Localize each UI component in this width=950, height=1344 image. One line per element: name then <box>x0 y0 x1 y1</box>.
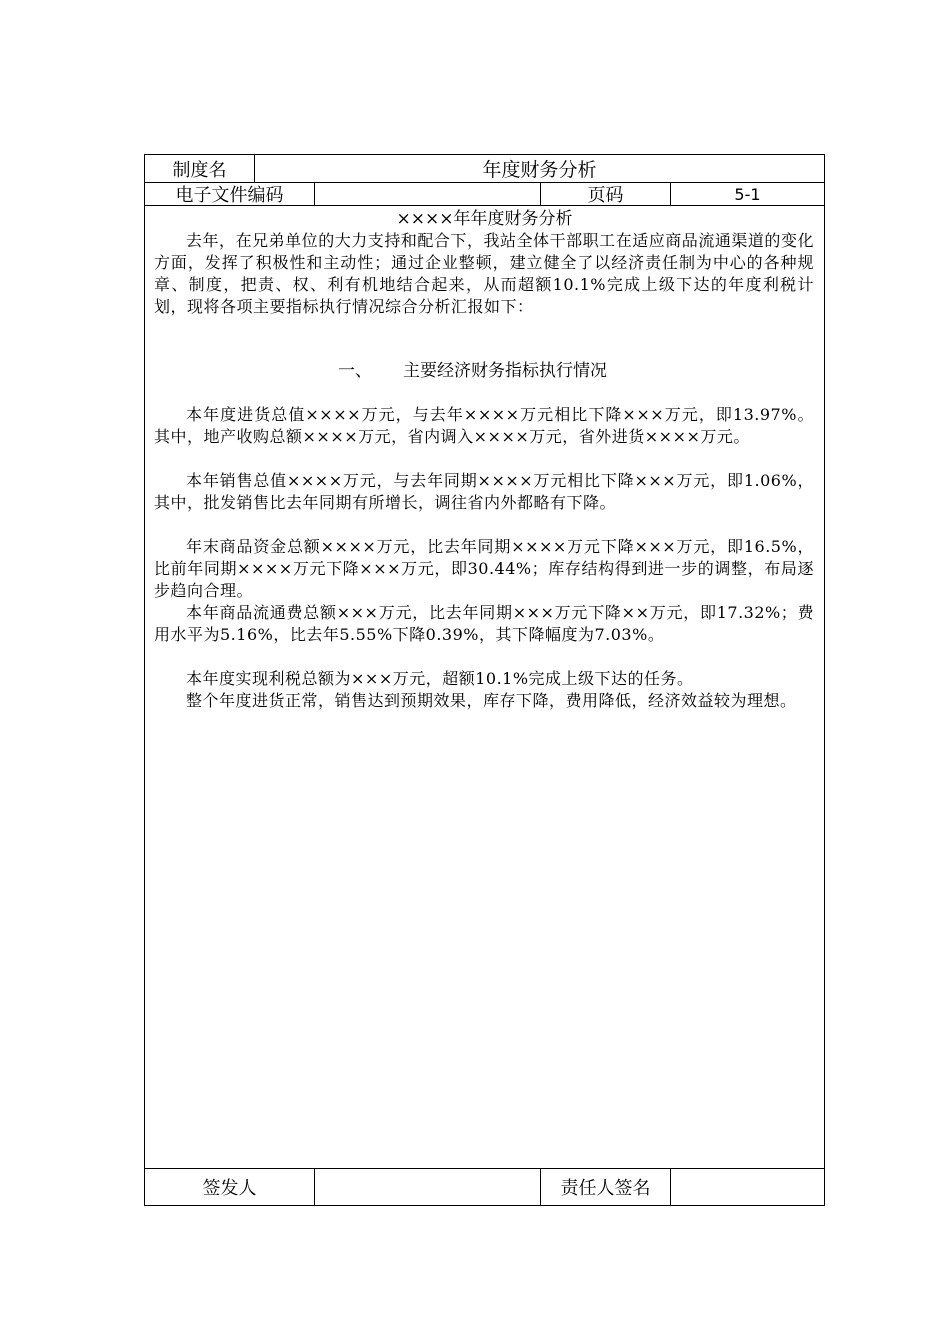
paragraph-profit: 本年度实现利税总额为×××万元，超额10.1%完成上级下达的任务。 <box>186 669 694 688</box>
paragraph-capital: 年末商品资金总额××××万元，比去年同期××××万元下降×××万元，即16.5%，比前年同期××××万元下降×××万元，即30.44%；库存结构得到进一步的调整，布局逐步趋向合理。 <box>154 537 814 600</box>
header-row-title <box>145 155 824 183</box>
paragraph-purchase: 本年度进货总值××××万元，与去年××××万元相比下降×××万元，即13.97%。其中，地产收购总额××××万元，省内调入××××万元，省外进货××××万元。 <box>154 405 814 446</box>
document-body <box>145 206 824 1168</box>
file-code-value <box>315 183 541 205</box>
page-label: 页码 <box>541 183 671 205</box>
paragraph-summary: 整个年度进货正常，销售达到预期效果，库存下降，费用降低，经济效益较为理想。 <box>186 691 797 710</box>
body-heading: ××××年年度财务分析 <box>396 209 573 229</box>
page-number: 5-1 <box>734 184 761 204</box>
document-form <box>144 154 825 1206</box>
issuer-signature-field <box>315 1169 541 1205</box>
paragraph-expense: 本年商品流通费总额×××万元，比去年同期×××万元下降××万元，即17.32%；费用水平为5.16%，比去年5.55%下降0.39%，其下降幅度为7.03%。 <box>154 603 814 644</box>
issuer-label: 签发人 <box>145 1169 315 1205</box>
section-title: 主要经济财务指标执行情况 <box>403 361 607 381</box>
section-number: 一、 <box>338 361 372 381</box>
system-name-label: 制度名 <box>145 155 255 182</box>
paragraph-sales: 本年销售总值××××万元，与去年同期××××万元相比下降×××万元，即1.06%，其中，批发销售比去年同期有所增长，调往省内外都略有下降。 <box>154 471 814 512</box>
file-code-label: 电子文件编码 <box>145 183 315 205</box>
header-row-meta <box>145 183 824 206</box>
responsible-signature-field <box>671 1169 824 1205</box>
document-title: 年度财务分析 <box>482 159 597 181</box>
responsible-label: 责任人签名 <box>541 1169 671 1205</box>
signature-row <box>145 1168 824 1205</box>
intro-paragraph: 去年，在兄弟单位的大力支持和配合下，我站全体干部职工在适应商品流通渠道的变化方面，发挥了积极性和主动性；通过企业整顿，建立健全了以经济责任制为中心的各种规章、制度，把责、权、利有机地结合起来，从而超额10.1%完成上级下达的年度利税计划，现将各项主要指标执行情况综合分析汇报如下： <box>154 231 814 316</box>
